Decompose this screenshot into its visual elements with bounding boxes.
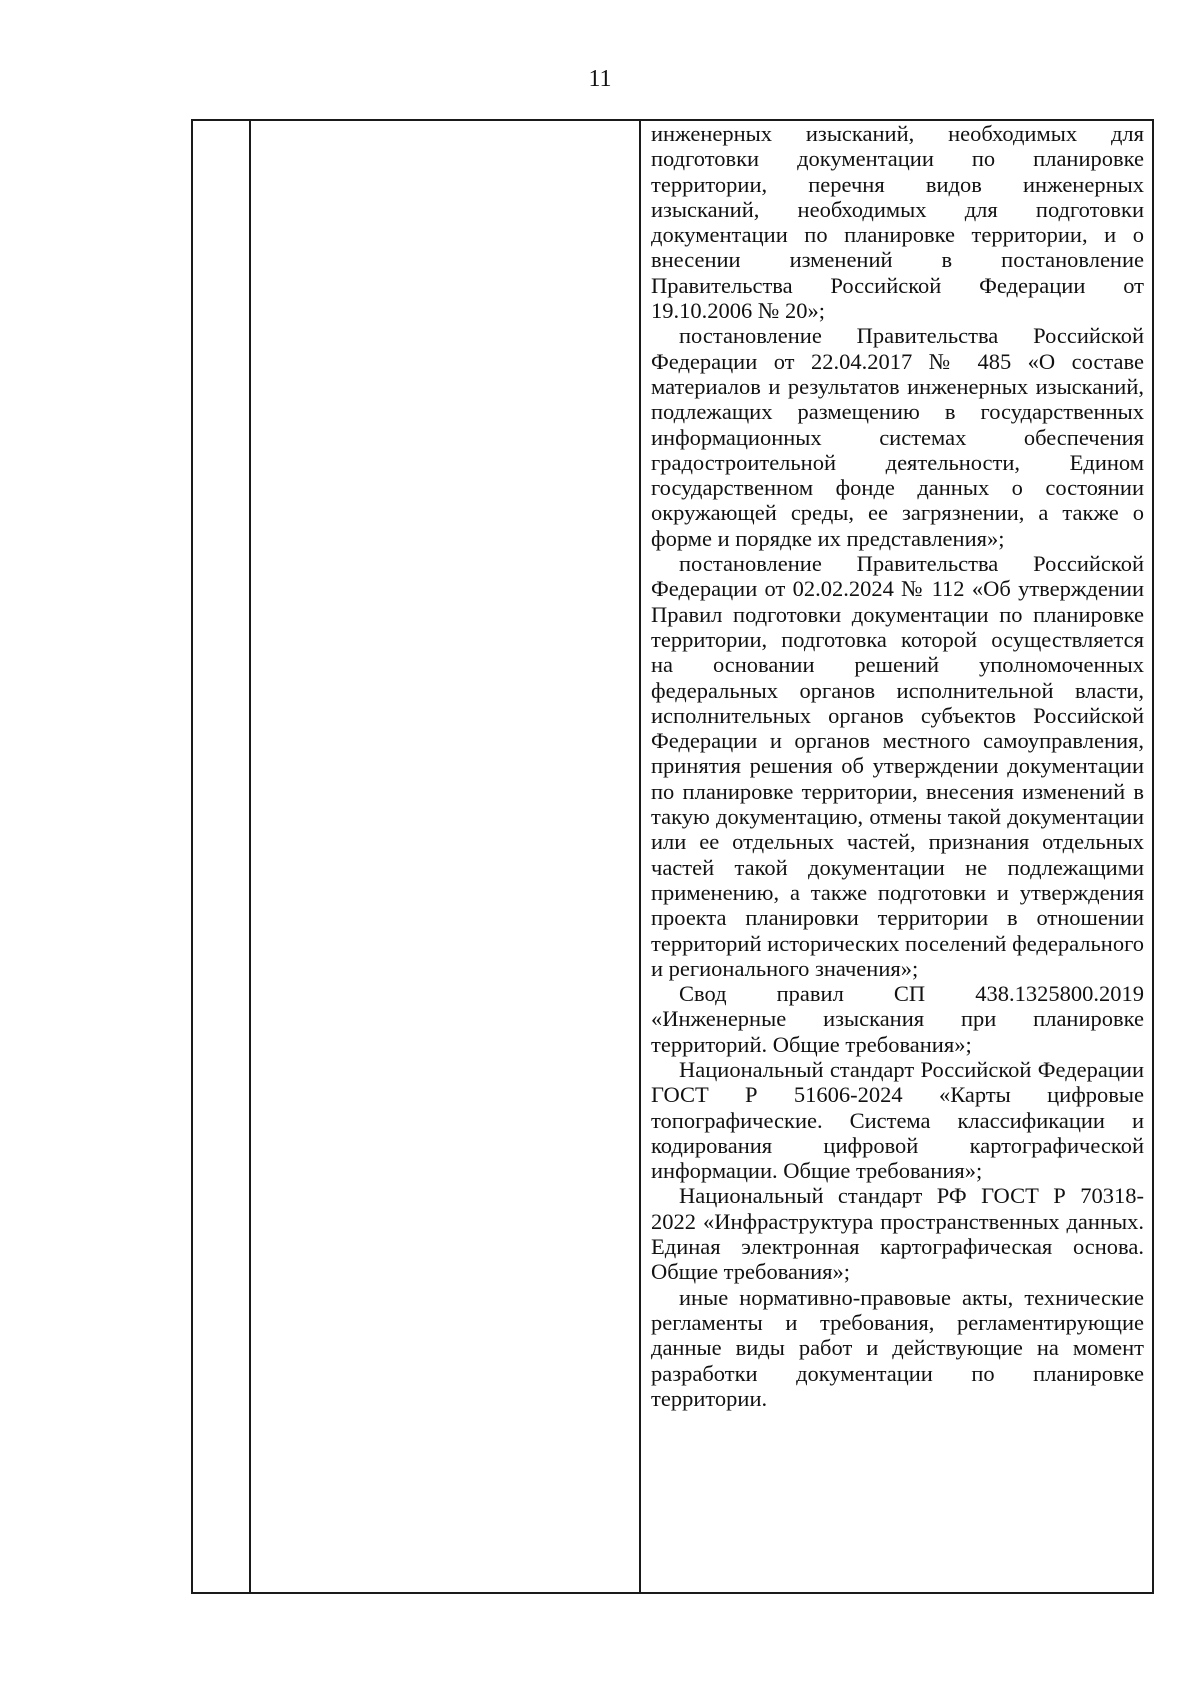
regulation-paragraph: Национальный стандарт РФ ГОСТ Р 70318-2022 «Инфраструктура пространственных данных. Единая электронная картографическая основа. Общие требования»; <box>651 1183 1144 1285</box>
regulation-paragraph: Национальный стандарт Российской Федерации ГОСТ Р 51606-2024 «Карты цифровые топографические. Система классификации и кодирования цифровой картографической информации. Общие требования»; <box>651 1056 1144 1184</box>
table-column-number <box>193 121 251 1592</box>
regulation-paragraph: иные нормативно-правовые акты, технические регламенты и требования, регламентирующие данные виды работ и действующие на момент разработки документации по планировке территории. <box>651 1284 1144 1411</box>
table-column-content <box>641 121 1152 1592</box>
regulations-table <box>191 119 1154 1594</box>
regulation-paragraph: инженерных изысканий, необходимых для подготовки документации по планировке территории, перечня видов инженерных изысканий, необходимых для подготовки документации по планировке территории, и о внесении изменений в постановление Правительства Российской Федерации от 19.10.2006 № 20»; <box>651 121 1144 324</box>
regulation-paragraph: Свод правил СП 438.1325800.2019 «Инженерные изыскания при планировке территорий. Общие требования»; <box>651 981 1144 1057</box>
regulation-paragraph: постановление Правительства Российской Федерации от 22.04.2017 № 485 «О составе материалов и результатов инженерных изысканий, подлежащих размещению в государственных информационных системах обеспечения градостроительной деятельности, Едином государственном фонде данных о состоянии окружающей среды, ее загрязнении, а также о форме и порядке их представления»; <box>651 323 1144 551</box>
regulation-paragraph: постановление Правительства Российской Федерации от 02.02.2024 № 112 «Об утверждении Правил подготовки документации по планировке территории, подготовка которой осуществляется на основании решений уполномоченных федеральных органов исполнительной власти, исполнительных органов субъектов Российской Федерации и органов местного самоуправления, принятия решения об утверждении документации по планировке территории, внесения изменений в такую документацию, отмены такой документации или ее отдельных частей, признания отдельных частей такой документации не подлежащими применению, а также подготовки и утверждения проекта планировки территории в отношении территорий исторических поселений федерального и регионального значения»; <box>651 551 1144 981</box>
table-column-name <box>251 121 641 1592</box>
page-number: 11 <box>588 66 612 92</box>
